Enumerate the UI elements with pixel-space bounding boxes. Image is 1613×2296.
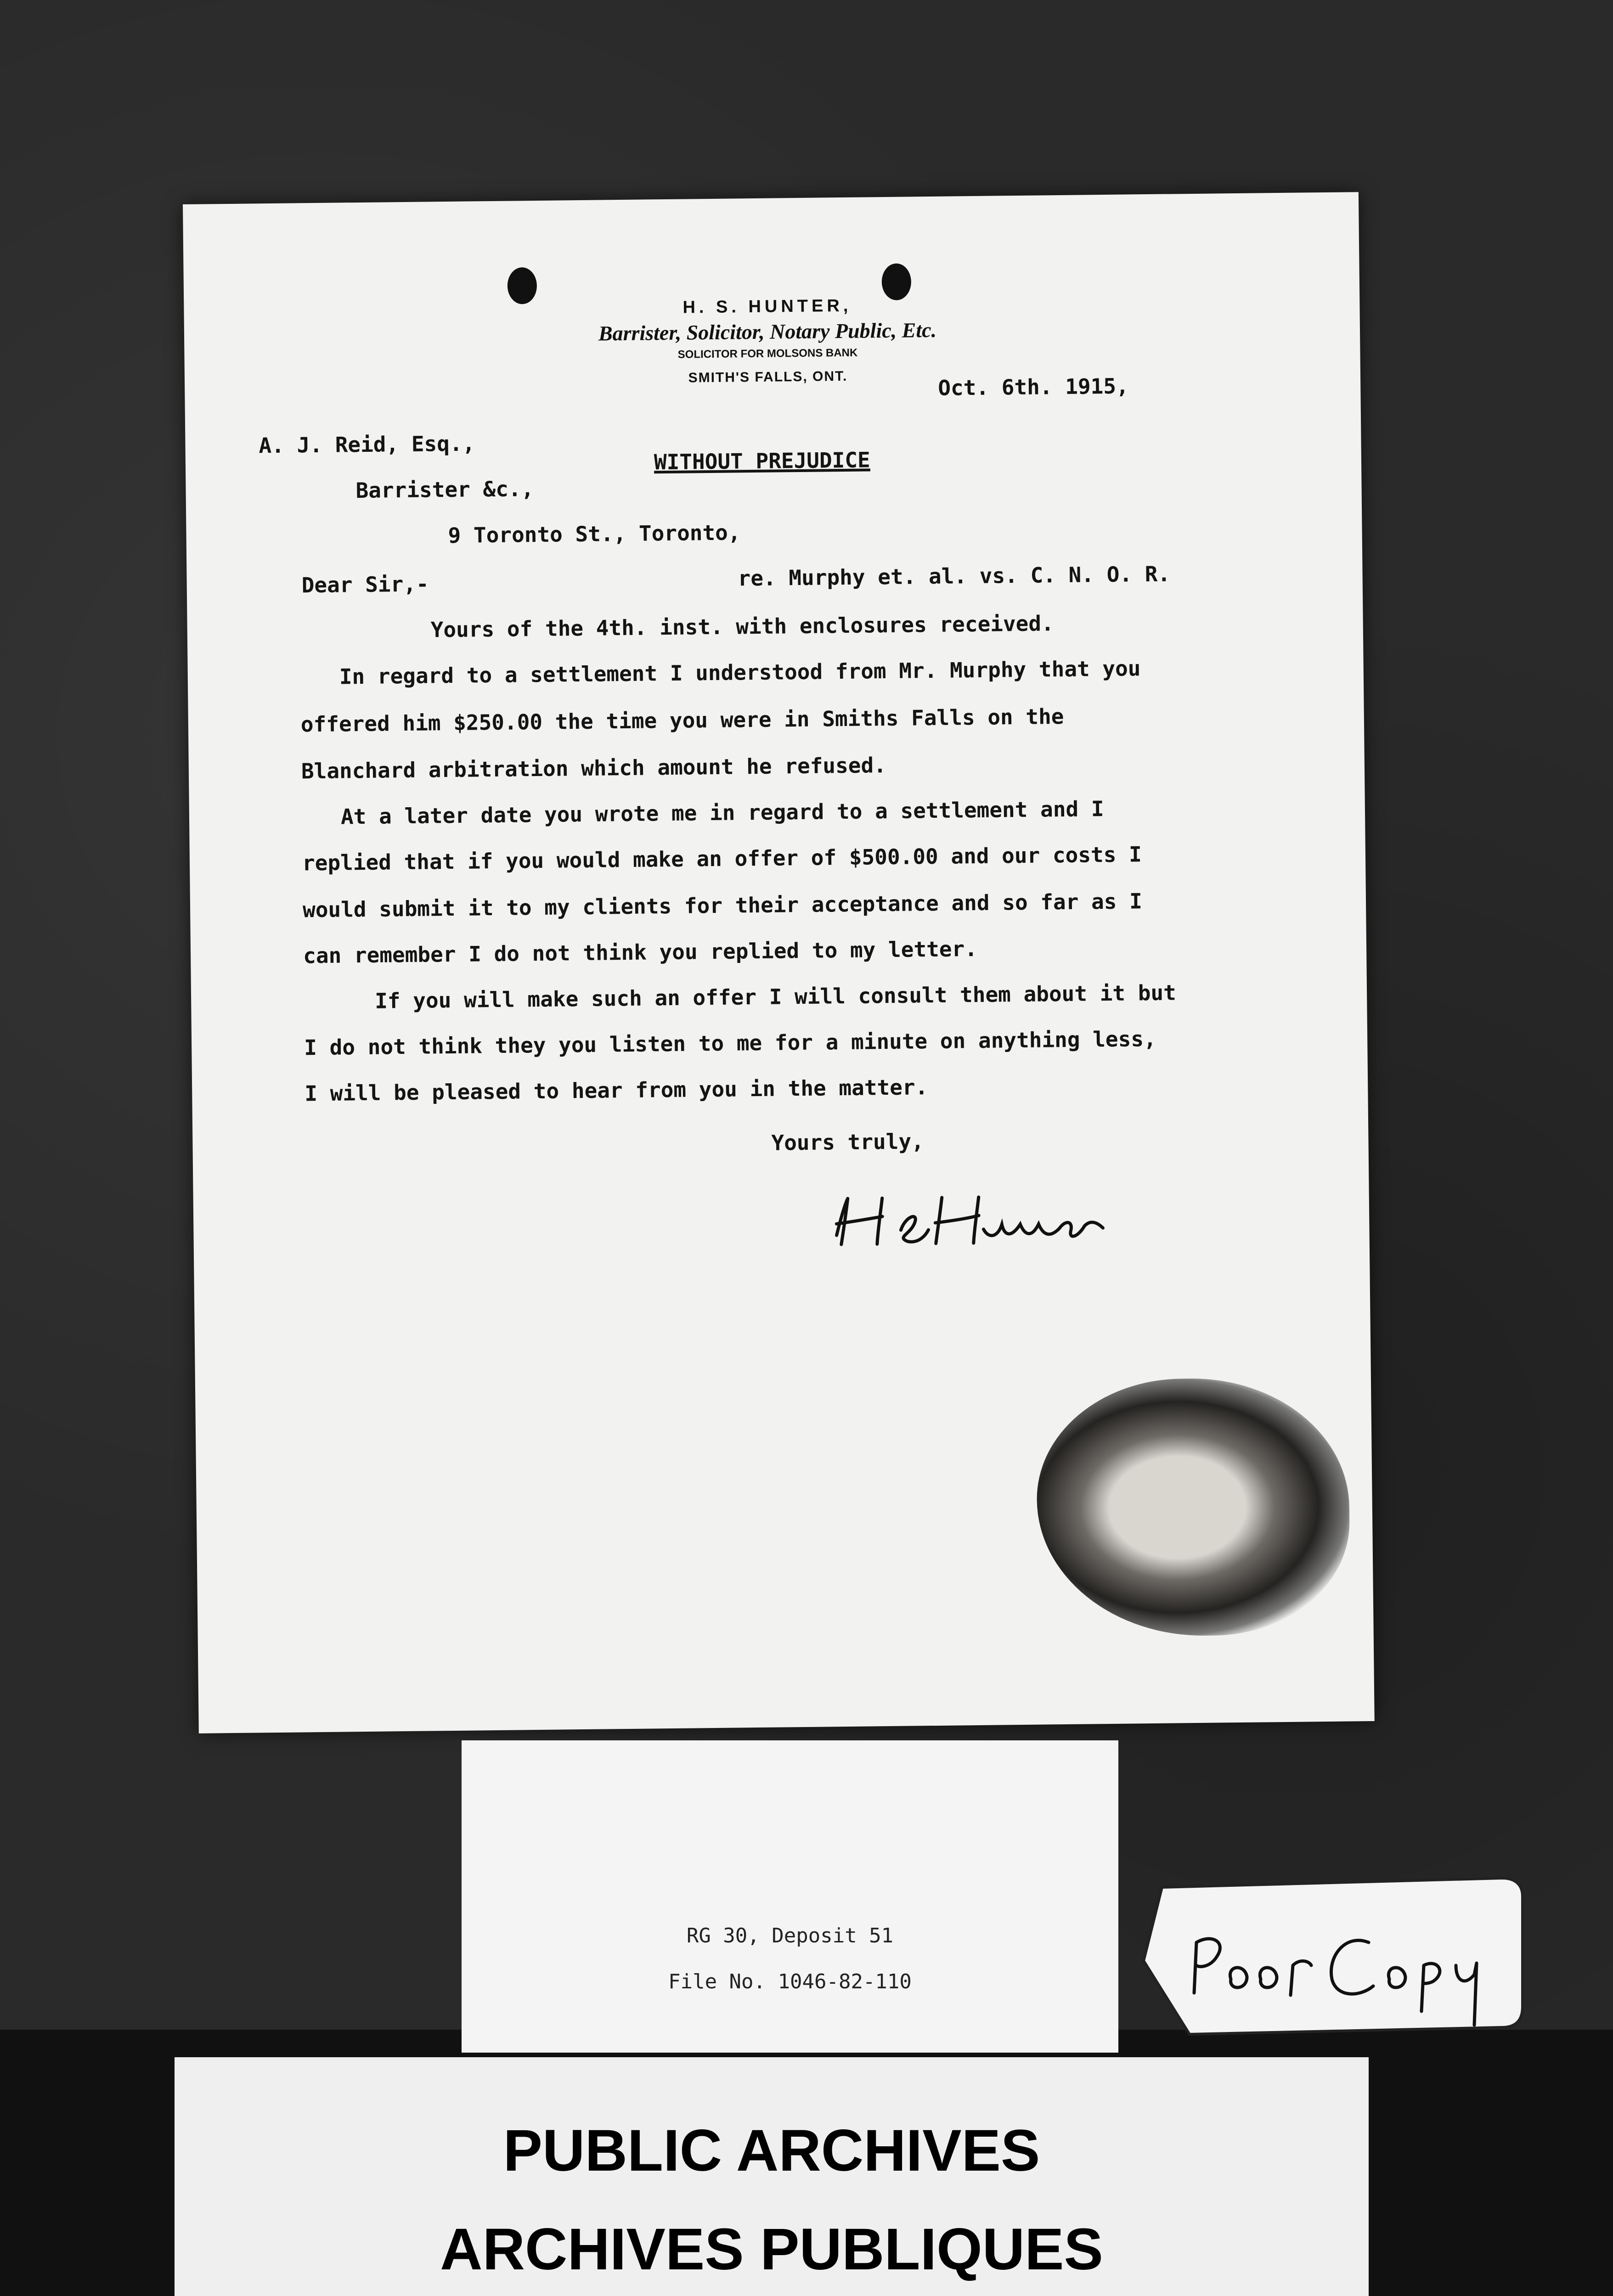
handwritten-signature	[827, 1177, 1122, 1259]
letter-date: Oct. 6th. 1915,	[937, 373, 1129, 400]
reference-card	[462, 1740, 1118, 2053]
burn-stain	[1036, 1377, 1351, 1638]
recipient-address: 9 Toronto St., Toronto,	[448, 520, 741, 548]
letterhead-name: H. S. HUNTER,	[682, 296, 852, 317]
file-number: File No. 1046-82-110	[668, 1970, 912, 1993]
archives-line-french: ARCHIVES PUBLIQUES	[440, 2217, 1103, 2282]
letterhead	[560, 295, 975, 387]
body-line: can remember I do not think you replied to my letter.	[303, 936, 978, 968]
letterhead-place: SMITH'S FALLS, ONT.	[688, 368, 848, 386]
record-group: RG 30, Deposit 51	[686, 1924, 894, 1947]
closing: Yours truly,	[771, 1129, 925, 1155]
letter-page	[183, 192, 1375, 1733]
poor-copy-tag	[1134, 1874, 1525, 2039]
punch-hole-left	[507, 267, 537, 304]
punch-hole-right	[881, 263, 911, 300]
archives-card	[175, 2057, 1369, 2296]
body-line: I will be pleased to hear from you in the matter.	[305, 1075, 928, 1106]
body-line: offered him $250.00 the time you were in Smiths Falls on the	[300, 703, 1064, 737]
body-line: At a later date you wrote me in regard to a settlement and I	[340, 796, 1104, 829]
letterhead-subtitle: SOLICITOR FOR MOLSONS BANK	[677, 346, 858, 361]
body-line: replied that if you would make an offer of $500.00 and our costs I	[302, 842, 1142, 876]
body-line: would submit it to my clients for their acceptance and so far as I	[302, 889, 1143, 923]
letterhead-title: Barrister, Solicitor, Notary Public, Etc.	[598, 318, 937, 345]
body-line: Yours of the 4th. inst. with enclosures received.	[430, 611, 1054, 642]
reference-line: re. Murphy et. al. vs. C. N. O. R.	[738, 561, 1171, 591]
body-line: I do not think they you listen to me for a minute on anything less,	[304, 1026, 1156, 1060]
recipient-role: Barrister &c.,	[355, 476, 534, 503]
body-line: If you will make such an offer I will consult them about it but	[374, 980, 1177, 1013]
salutation: Dear Sir,-	[301, 571, 429, 598]
recipient-name: A. J. Reid, Esq.,	[259, 431, 475, 458]
notice-heading: WITHOUT PREJUDICE	[654, 447, 871, 475]
body-line: Blanchard arbitration which amount he refused.	[301, 753, 887, 784]
body-line: In regard to a settlement I understood from Mr. Murphy that you	[339, 656, 1141, 689]
archives-line-english: PUBLIC ARCHIVES	[503, 2118, 1040, 2183]
